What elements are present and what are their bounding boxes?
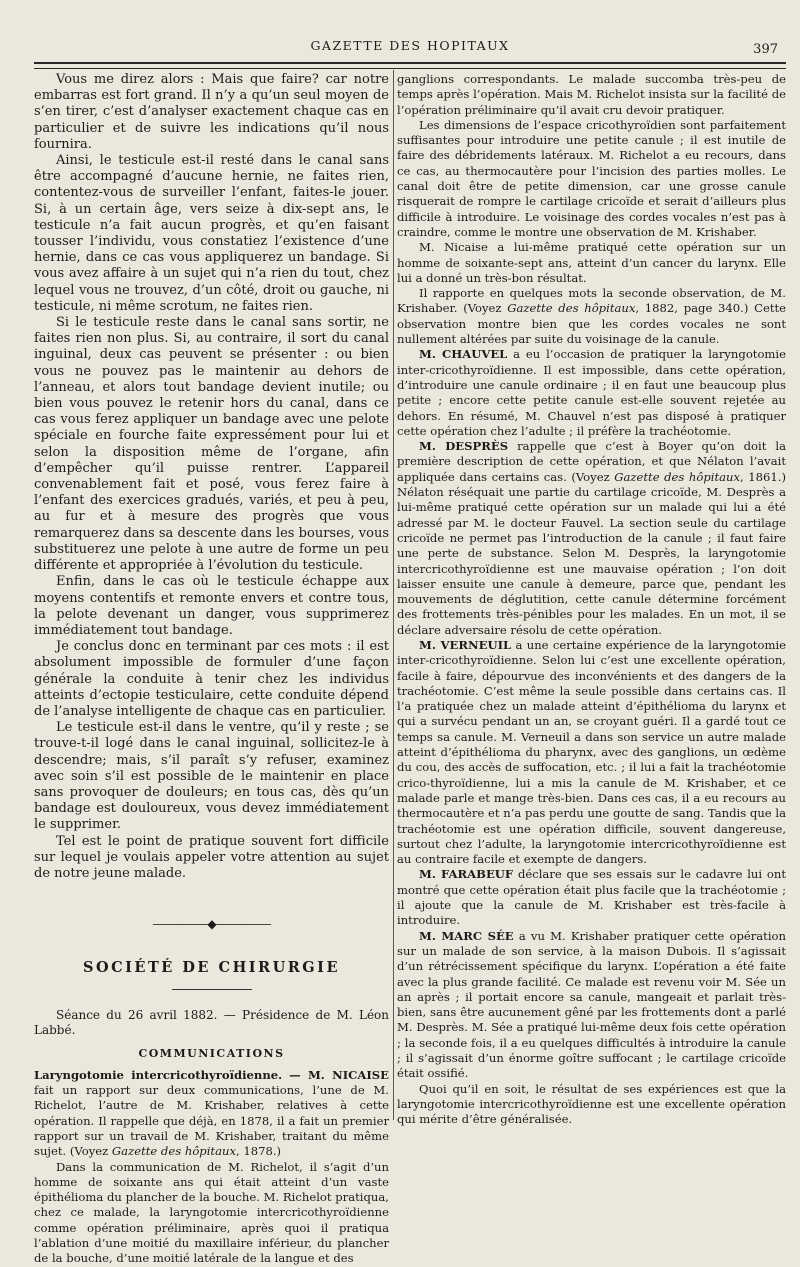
communication-paragraph [34, 1068, 389, 1160]
section-rule [172, 989, 252, 990]
paragraph [397, 439, 786, 638]
subsection-title: COMMUNICATIONS [138, 1046, 285, 1060]
communication-text: fait un rapport sur deux communications, l’une de M. Richelot, l’autre de M. Krishaber, relatives à cette opération. Il rappelle que déjà, en 1878, il a fait un premier rapport sur un travail de M. Krishaber, traitant du même sujet. (Voyez [34, 1083, 389, 1159]
paragraph-text: rappelle que c’est à Boyer qu’on doit la première description de cette opération, et que Nélaton l’avait appliquée dans certains cas. (Voyez [397, 439, 787, 484]
journal-title: GAZETTE DES HOPITAUX [310, 38, 510, 53]
paragraph: ganglions correspondants. Le malade succomba très-peu de temps après l’opération. Mais M. Richelot insista sur la facilité de l’opération préliminaire qu’il avait cru devoir pratiquer. [397, 72, 786, 117]
section-title: SOCIÉTÉ DE CHIRURGIE [82, 959, 341, 977]
paragraph: Dans la communication de M. Richelot, il s’agit d’un homme de soixante ans qui était atteint d’un vaste épithélioma du plancher de la bouche. M. Richelot pratiqua, chez ce malade, la laryngotomie intercricothyroïdienne comme opération préliminaire, après quoi il pratiqua l’ablation d’une moitié du maxillaire inférieur, du plancher de la bouche, d’une moitié latérale de la langue et des [34, 1159, 389, 1266]
paragraph: Vous me direz alors : Mais que faire? car notre embarras est fort grand. Il n’y a qu’un seul moyen de s’en tirer, c’est d’analyser exactement chaque cas en particulier et de suivre les indications qu’il nous fournira. [34, 72, 389, 152]
paragraph: Enfin, dans le cas où le testicule échappe aux moyens contentifs et remonte envers et contre tous, la pelote devenant un danger, vous supprimerez immédiatement tout bandage. [34, 574, 389, 638]
paragraph: Les dimensions de l’espace cricothyroïdien sont parfaitement suffisantes pour introduire une petite canule ; il est inutile de faire des débridements latéraux. M. Richelot a eu recours, dans ce cas, au thermocautère pour l’incision des parties molles. Le canal doit être de petite dimension, car une grosse canule risquerait de rompre le cartilage cricoïde et serait d’ailleurs plus difficile à introduire. Le voisinage des cordes vocales n’est pas à craindre, comme le montre une observation de M. Krishaber. [397, 117, 786, 239]
paragraph-text: , 1861.) Nélaton réséquait une partie du cartilage cricoïde, M. Desprès a lui-même pratiqué cette opération sur un malade qui lui a été adressé par M. le docteur Fauvel. La section seule du cartilage cricoïde ne permet pas l’introduction de la canule ; il faut faire une perte de substance. Selon M. Desprès, la laryngotomie intercricothyroïdienne est une mauvaise opération ; l’on doit laisser ensuite une canule à demeure, parce que, pendant les mouvements de déglutition, cette canule détermine forcément des frottements très-pénibles pour les malades. En un mot, il se déclare adversaire résolu de cette opération. [397, 469, 786, 637]
reference-year: , 1878.) [236, 1144, 282, 1159]
paragraph: Je conclus donc en terminant par ces mots : il est absolument impossible de formuler d’une façon générale la conduite à tenir chez les individus atteints d’ectopie testiculaire, cette conduite dépend de l’analyse intelligente de chaque cas en particulier. [34, 639, 389, 719]
fleuron-ornament: —————◆————— [152, 917, 271, 932]
paragraph-text: a vu M. Krishaber pratiquer cette opération sur un malade de son service, à la maison Dubois. Il s’agissait d’un rétrécissement spécifique du larynx. L’opération a été faite avec la plus grande facilité. Ce malade est revenu voir M. Sée un an après ; il portait encore sa canule, mangeait et parlait très-bien, sans être aucunement gêné par les frottements dont a parlé M. Desprès. M. Sée a pratiqué lui-même deux fois cette opération ; la seconde fois, il a eu quelques difficultés à introduire la canule ; il s’agissait d’un énorme goître suffocant ; le cartilage cricoïde était ossifié. [397, 928, 786, 1081]
paragraph [397, 638, 786, 867]
speaker-name: M. FARABEUF [419, 867, 514, 882]
paragraph [397, 347, 786, 439]
paragraph: Quoi qu’il en soit, le résultat de ses expériences est que la laryngotomie intercricothyroïdienne est une excellente opération qui mérite d’être généralisée. [397, 1081, 786, 1127]
paragraph: M. Nicaise a lui-même pratiqué cette opération sur un homme de soixante-sept ans, atteint d’un cancer du larynx. Elle lui a donné un très-bon résultat. [397, 240, 786, 285]
paragraph [397, 929, 786, 1082]
left-column [34, 72, 389, 1267]
speaker-name: M. CHAUVEL [419, 347, 508, 362]
paragraph: Ainsi, le testicule est-il resté dans le canal sans être accompagné d’aucune hernie, ne faites rien, contentez-vous de surveiller l’enfant, faites-le jouer. Si, à un certain âge, vers seize à dix-sept ans, le testicule n’a fait aucun progrès, et qu’en faisant tousser l’individu, vous constatiez l’existence d’une hernie, dans ce cas vous appliquerez un bandage. Si vous avez affaire à un sujet qui n’a rien du tout, chez lequel vous ne trouvez, d’un côté, droit ou gauche, ni testicule, ni même scrotum, ne faites rien. [34, 153, 389, 314]
paragraph-text: Il rapporte en quelques mots la seconde observation, de M. Krishaber. (Voyez [397, 286, 786, 316]
column-divider [393, 70, 394, 1120]
paragraph-text: a eu l’occasion de pratiquer la laryngotomie inter-cricothyroïdienne. Il est impossible, dans cette opération, d’introduire une canule ordinaire ; il en faut une beaucoup plus petite ; encore cette petite canule est-elle souvent rejetée au dehors. En résumé, M. Chauvel n’est pas disposé à pratiquer cette opération chez l’adulte ; il préfère la trachéotomie. [397, 347, 786, 438]
paragraph [397, 286, 786, 347]
paragraph: Le testicule est-il dans le ventre, qu’il y reste ; se trouve-t-il logé dans le canal inguinal, sollicitez-le à descendre; mais, s’il paraît s’y refuser, examinez avec soin s’il est possible de le maintenir en place sans provoquer de douleurs; en tous cas, dès qu’un bandage est douloureux, vous devez immédiatement le supprimer. [34, 720, 389, 833]
header-rule [34, 62, 786, 69]
speaker-name: M. MARC SÉE [419, 928, 514, 943]
communication-topic: Laryngotomie intercricothyroïdienne. [34, 1067, 283, 1082]
paragraph [397, 867, 786, 928]
speaker-name: M. DESPRÈS [419, 439, 509, 454]
journal-reference: Gazette des hôpitaux [507, 301, 636, 316]
communication-speaker: — M. NICAISE [289, 1067, 389, 1082]
paragraph: Tel est le point de pratique souvent fort difficile sur lequel je voulais appeler votre attention au sujet de notre jeune malade. [34, 833, 389, 881]
paragraph: Si le testicule reste dans le canal sans sortir, ne faites rien non plus. Si, au contraire, il sort du canal inguinal, deux cas peuvent se présenter : ou bien vous ne pouvez pas le maintenir au dehors de l’anneau, et alors tout bandage devient inutile; ou bien vous pouvez le retenir hors du canal, dans ce cas vous ferez appliquer un bandage avec une pelote spéciale en fourche faite expressément pour lui et selon la disposition même de l’organe, afin d’empêcher qu’il puisse rentrer. L’appareil convenablement fait et posé, vous ferez faire à l’enfant des exercices gradués, variés, et peu à peu, au fur et à mesure des progrès que vous remarquerez dans sa descente dans les bourses, vous substituerez une pelote à une autre de forme un peu différente et appropriée à l’évolution du testicule. [34, 315, 389, 574]
paragraph-text: , 1882, page 340.) Cette observation montre bien que les cordes vocales ne sont nullement altérées par suite du voisinage de la canule. [397, 301, 786, 347]
page-number: 397 [753, 42, 778, 57]
speaker-name: M. VERNEUIL [419, 637, 512, 652]
journal-reference: Gazette des hôpitaux [111, 1144, 236, 1159]
right-column [397, 72, 786, 1127]
paragraph-text: a une certaine expérience de la laryngotomie inter-cricothyroïdienne. Selon lui c’est une excellente opération, facile à faire, dépourvue des inconvénients et des dangers de la trachéotomie. C’est même la seule possible dans certains cas. Il l’a pratiquée chez un malade atteint d’épithélioma du larynx et qui a survécu pendant un an, se croyant guéri. Il a gardé tout ce temps sa canule. M. Verneuil a dans son service un autre malade atteint d’épithélioma du pharynx, avec des ganglions, un œdème du cou, des accès de suffocation, etc. ; il lui a fait la trachéotomie crico-thyroïdienne, lui a mis la canule de M. Krishaber, et ce malade parle et mange très-bien. Dans ces cas, il a eu recours au thermocautère et n’a pas perdu une goutte de sang. Tandis que la trachéotomie est une opération difficile, souvent dangereuse, surtout chez l’adulte, la laryngotomie intercricothyroïdienne est au contraire facile et exempte de dangers. [397, 637, 787, 867]
journal-reference: Gazette des hôpitaux [614, 469, 741, 484]
paragraph-text: déclare que ses essais sur le cadavre lui ont montré que cette opération était plus facile que la trachéotomie ; il ajoute que la canule de M. Krishaber est très-facile à introduire. [397, 867, 786, 928]
meeting-line: Séance du 26 avril 1882. — Présidence de M. Léon Labbé. [34, 1007, 389, 1037]
running-head [34, 38, 786, 58]
